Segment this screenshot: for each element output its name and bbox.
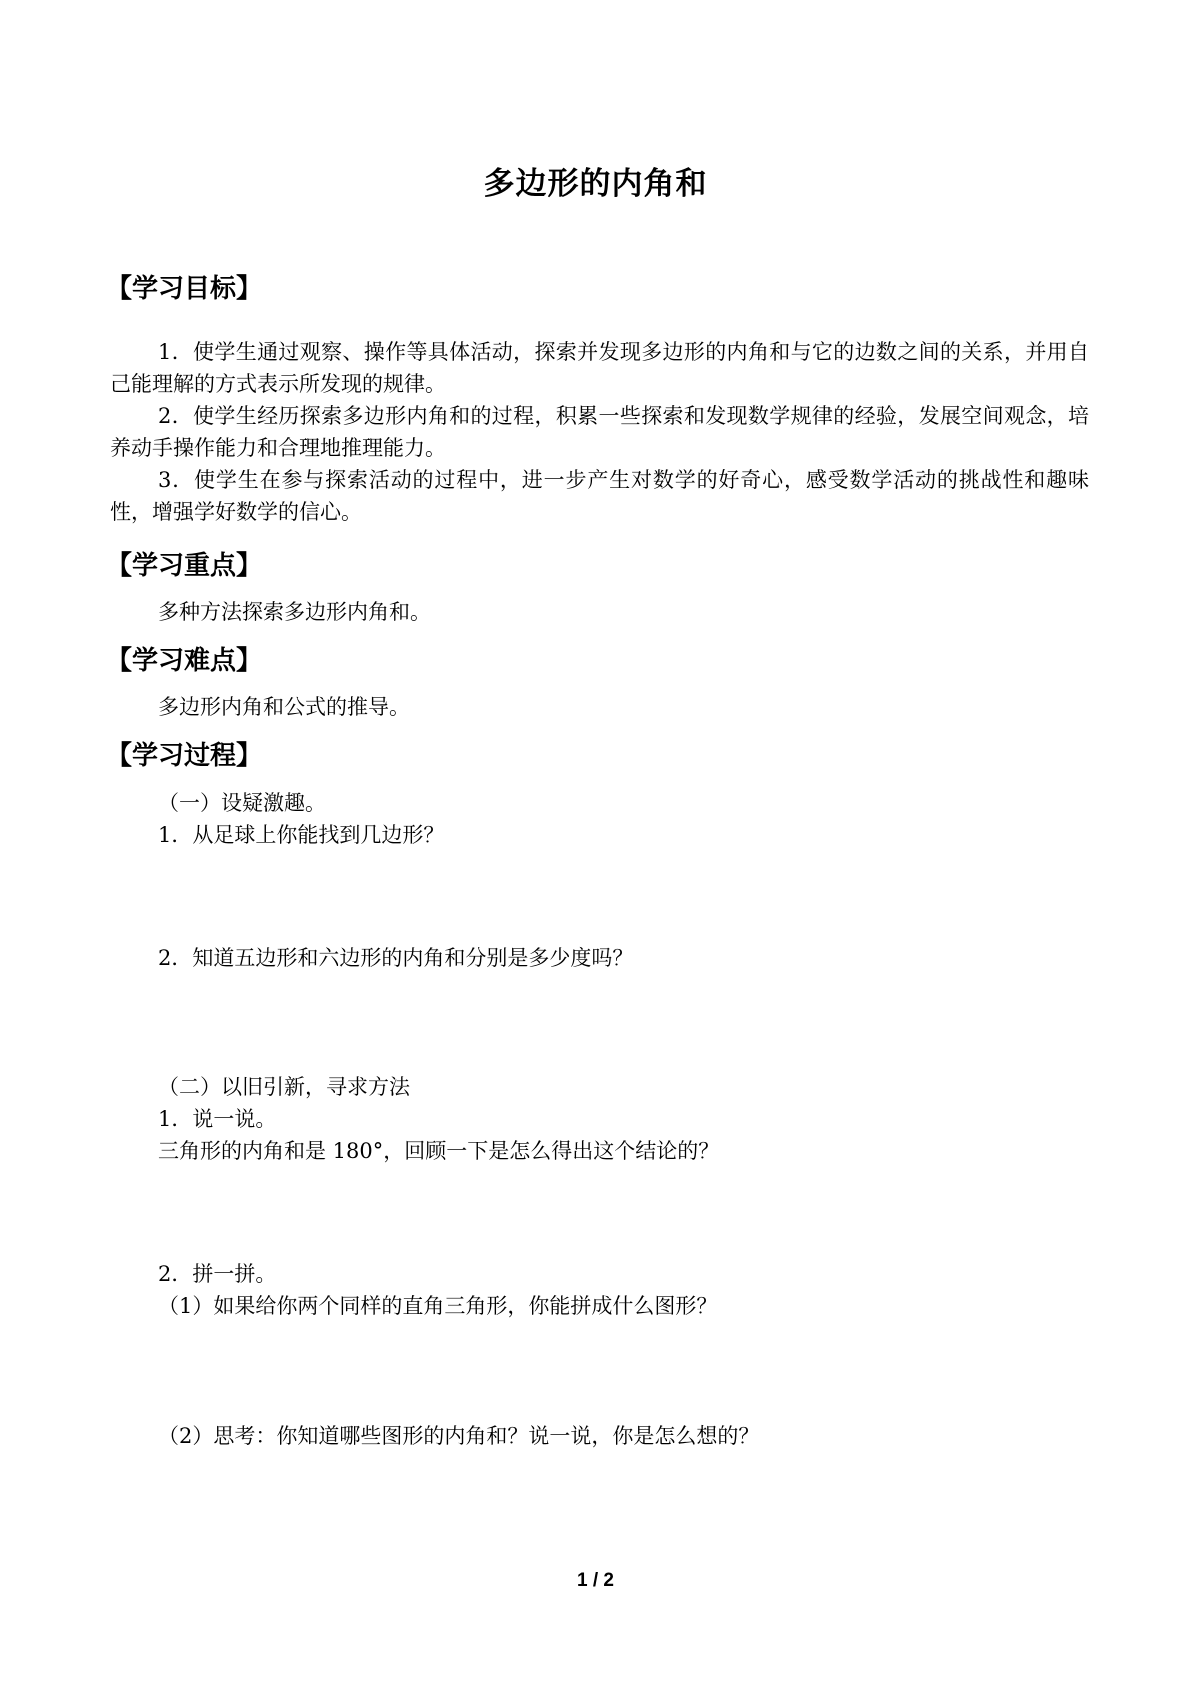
page-number: 1 / 2 [577, 1570, 614, 1591]
section-heading-difficulties: 【学习难点】 [106, 646, 263, 676]
difficulties-text: 多边形内角和公式的推导。 [158, 695, 410, 719]
question-2: 2．知道五边形和六边形的内角和分别是多少度吗？ [158, 946, 634, 970]
section-heading-process: 【学习过程】 [106, 741, 263, 771]
part2-title: （二）以旧引新，寻求方法 [158, 1075, 410, 1099]
section-heading-key-points: 【学习重点】 [106, 551, 263, 581]
goal-item-2: 2．使学生经历探索多边形内角和的过程，积累一些探索和发现数学规律的经验，发展空间观念，培养动手操作能力和合理地推理能力。 [110, 404, 1089, 460]
goal-item-3: 3．使学生在参与探索活动的过程中，进一步产生对数学的好奇心，感受数学活动的挑战性和趣味性，增强学好数学的信心。 [110, 468, 1089, 524]
piece-title: 2．拼一拼。 [158, 1262, 277, 1286]
section-heading-goals: 【学习目标】 [106, 274, 263, 304]
document-title: 多边形的内角和 [483, 166, 708, 202]
key-points-text: 多种方法探索多边形内角和。 [158, 600, 431, 624]
question-1: 1．从足球上你能找到几边形？ [158, 823, 445, 847]
say-text: 三角形的内角和是 180°，回顾一下是怎么得出这个结论的？ [158, 1139, 720, 1163]
piece-question-2: （2）思考：你知道哪些图形的内角和？说一说，你是怎么想的？ [158, 1424, 760, 1448]
piece-question-1: （1）如果给你两个同样的直角三角形，你能拼成什么图形？ [158, 1294, 718, 1318]
part1-title: （一）设疑激趣。 [158, 791, 326, 815]
say-title: 1．说一说。 [158, 1107, 277, 1131]
goal-item-1: 1．使学生通过观察、操作等具体活动，探索并发现多边形的内角和与它的边数之间的关系，并用自己能理解的方式表示所发现的规律。 [110, 340, 1089, 396]
